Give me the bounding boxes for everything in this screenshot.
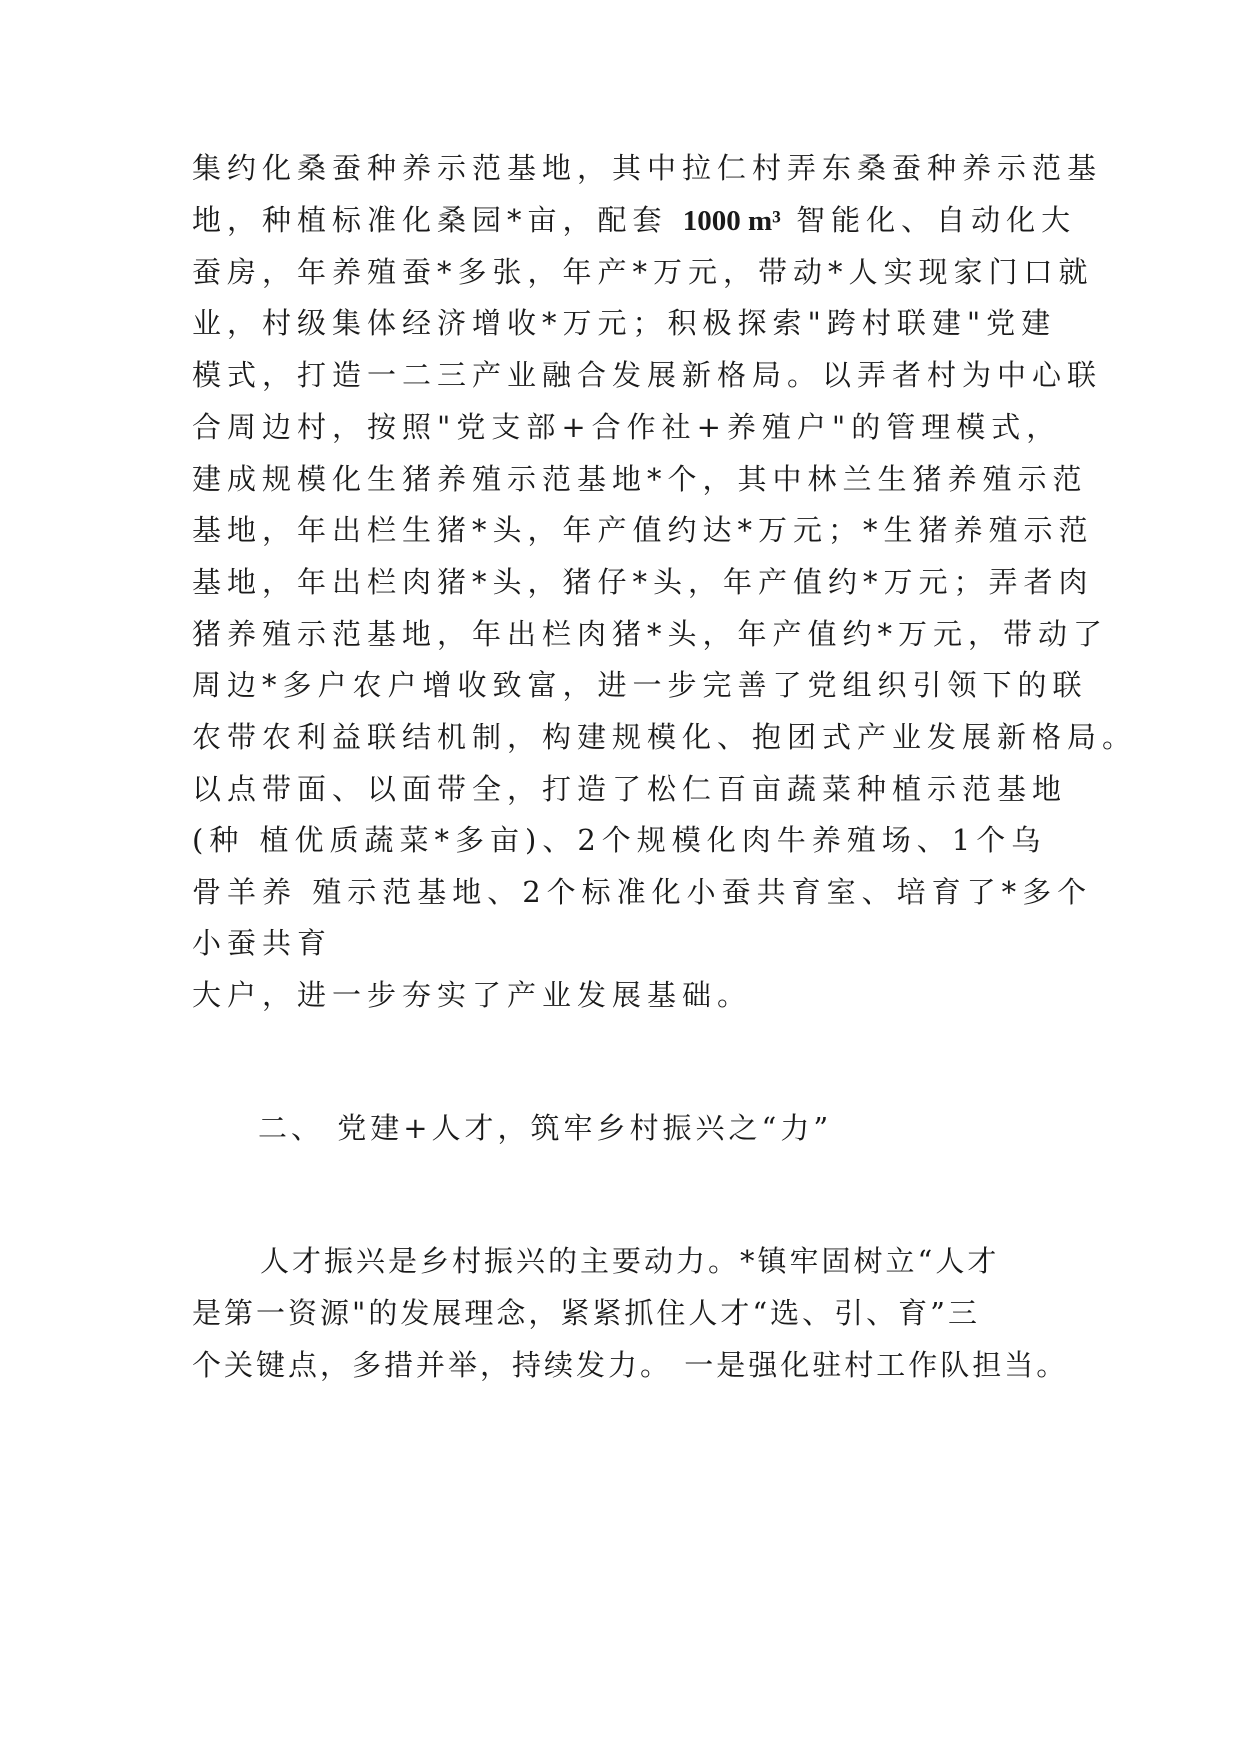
paragraph-line: 合周边村，按照"党支部+合作社+养殖户"的管理模式，: [192, 410, 1062, 444]
paragraph-line: 个关键点，多措并举，持续发力。 一是强化驻村工作队担当。: [192, 1348, 1069, 1382]
paragraph-line: 蚕房，年养殖蚕*多张，年产*万元，带动*人实现家门口就: [192, 255, 1094, 289]
text-segment: 地，种植标准化桑园*亩，配套: [192, 203, 668, 237]
text-segment: 智能化、自动化大: [796, 203, 1077, 237]
paragraph-line: 大户，进一步夯实了产业发展基础。: [192, 978, 753, 1012]
paragraph-line: (种 植优质蔬菜*多亩)、2个规模化肉牛养殖场、1个乌: [192, 823, 1047, 857]
paragraph-line: 建成规模化生猪养殖示范基地*个，其中林兰生猪养殖示范: [192, 462, 1088, 496]
paragraph-line: 基地，年出栏肉猪*头，猪仔*头，年产值约*万元；弄者肉: [192, 565, 1094, 599]
paragraph-line: 农带农利益联结机制，构建规模化、抱团式产业发展新格局。: [192, 720, 1138, 754]
paragraph-line: 以点带面、以面带全，打造了松仁百亩蔬菜种植示范基地: [192, 772, 1068, 806]
paragraph-line: 模式，打造一二三产业融合发展新格局。以弄者村为中心联: [192, 358, 1103, 392]
paragraph-line: 猪养殖示范基地，年出栏肉猪*头，年产值约*万元，带动了: [192, 617, 1109, 651]
bold-volume-value: 1000 m³: [682, 205, 781, 237]
paragraph-line: 集约化桑蚕种养示范基地，其中拉仁村弄东桑蚕种养示范基: [192, 151, 1103, 185]
paragraph-line: [192, 200, 1076, 241]
paragraph-line: 周边*多户农户增收致富，进一步完善了党组织引领下的联: [192, 668, 1088, 702]
paragraph-line: 人才振兴是乡村振兴的主要动力。*镇牢固树立“人才: [260, 1244, 1000, 1278]
paragraph-line: 骨羊养 殖示范基地、2个标准化小蚕共育室、培育了*多个: [192, 875, 1093, 909]
section-heading: 二、 党建+人才，筑牢乡村振兴之“力”: [258, 1111, 833, 1145]
paragraph-line: 业，村级集体经济增收*万元；积极探索"跨村联建"党建: [192, 306, 1057, 340]
paragraph-line: 小蚕共育: [192, 926, 333, 960]
paragraph-line: 基地，年出栏生猪*头，年产值约达*万元；*生猪养殖示范: [192, 513, 1094, 547]
paragraph-line: 是第一资源"的发展理念，紧紧抓住人才“选、引、育”三: [192, 1296, 980, 1330]
